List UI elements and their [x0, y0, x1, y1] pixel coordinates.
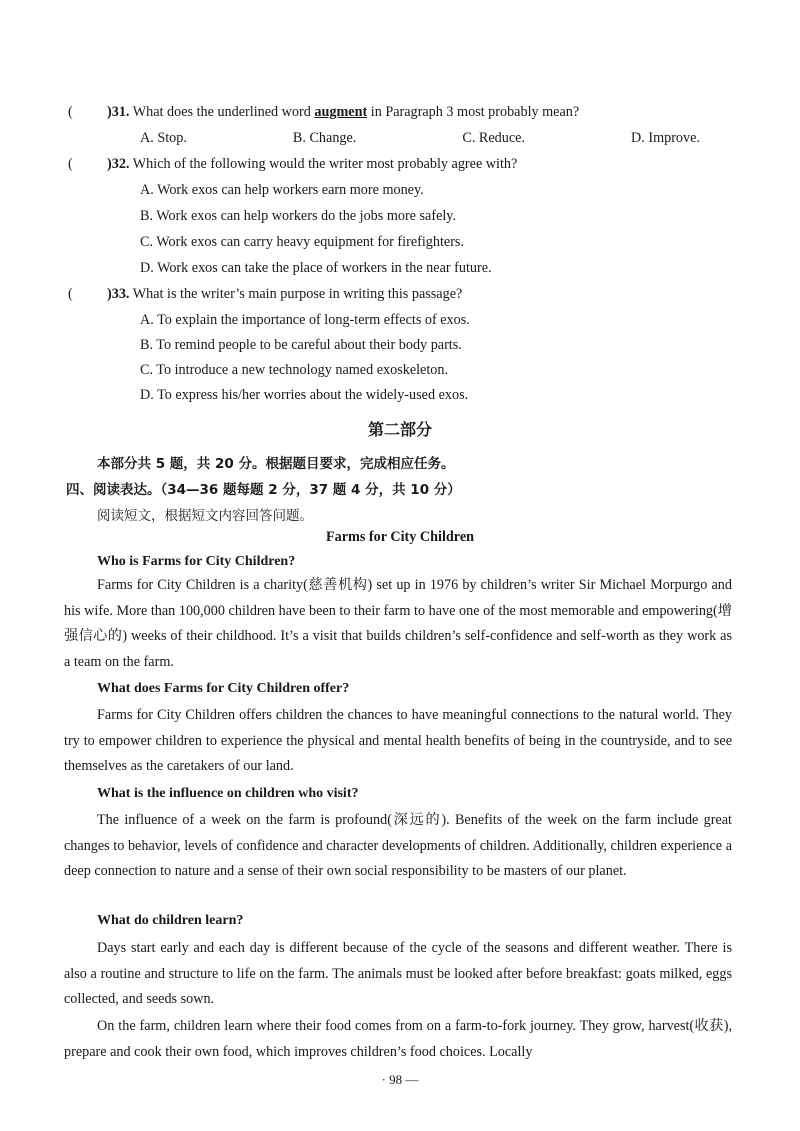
passage-paragraph: Farms for City Children offers children the chances to have meaningful connections to the natural world. They try to empower children to experience the physical and mental health benefits of being in the countryside, and to see themselves as the caretakers of our land.: [64, 707, 732, 775]
option-b: B. To remind people to be careful about their body parts.: [140, 337, 462, 353]
option-d: D. Work exos can take the place of workers in the near future.: [140, 260, 492, 276]
question-31-options: [140, 130, 700, 147]
passage-heading: What do children learn?: [97, 913, 244, 928]
part-two-title: 第二部分: [367, 420, 432, 439]
option-a: A. Work exos can help workers earn more money.: [140, 182, 424, 198]
answer-paren: (: [68, 104, 73, 120]
section-heading: 四、阅读表达。（34—36 题每题 2 分，37 题 4 分，共 10 分）: [66, 482, 461, 498]
passage-paragraph: Days start early and each day is different because of the cycle of the seasons and different weather. There is also a routine and structure to life on the farm. The animals must be looked after before breakfast: goats milked, eggs collected, and seeds sown.: [64, 940, 732, 1008]
option-c: C. Work exos can carry heavy equipment for firefighters.: [140, 234, 465, 250]
part-two-intro: 本部分共 5 题，共 20 分。根据题目要求，完成相应任务。: [97, 456, 455, 472]
answer-paren: (: [68, 156, 73, 172]
passage-paragraph: The influence of a week on the farm is profound(深远的). Benefits of the week on the farm include great changes to behavior, levels of confidence and character developments of children. Additionally, children experience a deep connection to nature and a sense of their own social responsibility to be masters of our planet.: [64, 812, 732, 880]
passage-paragraph: Farms for City Children is a charity(慈善机构) set up in 1976 by children’s writer Sir Michael Morpurgo and his wife. More than 100,000 children have been to their farm to have one of the most memorable and empowering(增强信心的) weeks of their childhood. It’s a visit that builds children’s self-confidence and self-worth as they work as a team on the farm.: [64, 577, 732, 670]
option-a: A. Stop.: [140, 130, 187, 146]
passage-heading: What does Farms for City Children offer?: [97, 681, 350, 696]
question-31-stem: )31. What does the underlined word augment in Paragraph 3 most probably mean?: [107, 104, 580, 120]
underlined-keyword: augment: [314, 104, 368, 120]
question-33-stem: )33. What is the writer’s main purpose in writing this passage?: [107, 286, 463, 302]
option-b: B. Work exos can help workers do the jobs more safely.: [140, 208, 457, 224]
passage-title: Farms for City Children: [325, 529, 475, 545]
option-b: B. Change.: [292, 130, 357, 146]
passage-heading: What is the influence on children who visit?: [97, 786, 359, 801]
option-a: A. To explain the importance of long-term effects of exos.: [140, 312, 470, 328]
page-number: · 98 —: [381, 1072, 419, 1087]
instruction: 阅读短文，根据短文内容回答问题。: [97, 508, 313, 524]
option-c: C. To introduce a new technology named exoskeleton.: [140, 362, 449, 378]
passage-paragraph: On the farm, children learn where their food comes from on a farm-to-fork journey. They grow, harvest(收获), prepare and cook their own food, which improves children’s food choices. Locally: [64, 1018, 732, 1060]
answer-paren: (: [68, 286, 73, 302]
question-32-stem: )32. Which of the following would the writer most probably agree with?: [107, 156, 518, 172]
option-c: C. Reduce.: [462, 130, 526, 146]
passage-heading: Who is Farms for City Children?: [97, 554, 296, 569]
option-d: D. Improve.: [631, 130, 700, 146]
option-d: D. To express his/her worries about the widely-used exos.: [140, 387, 469, 403]
